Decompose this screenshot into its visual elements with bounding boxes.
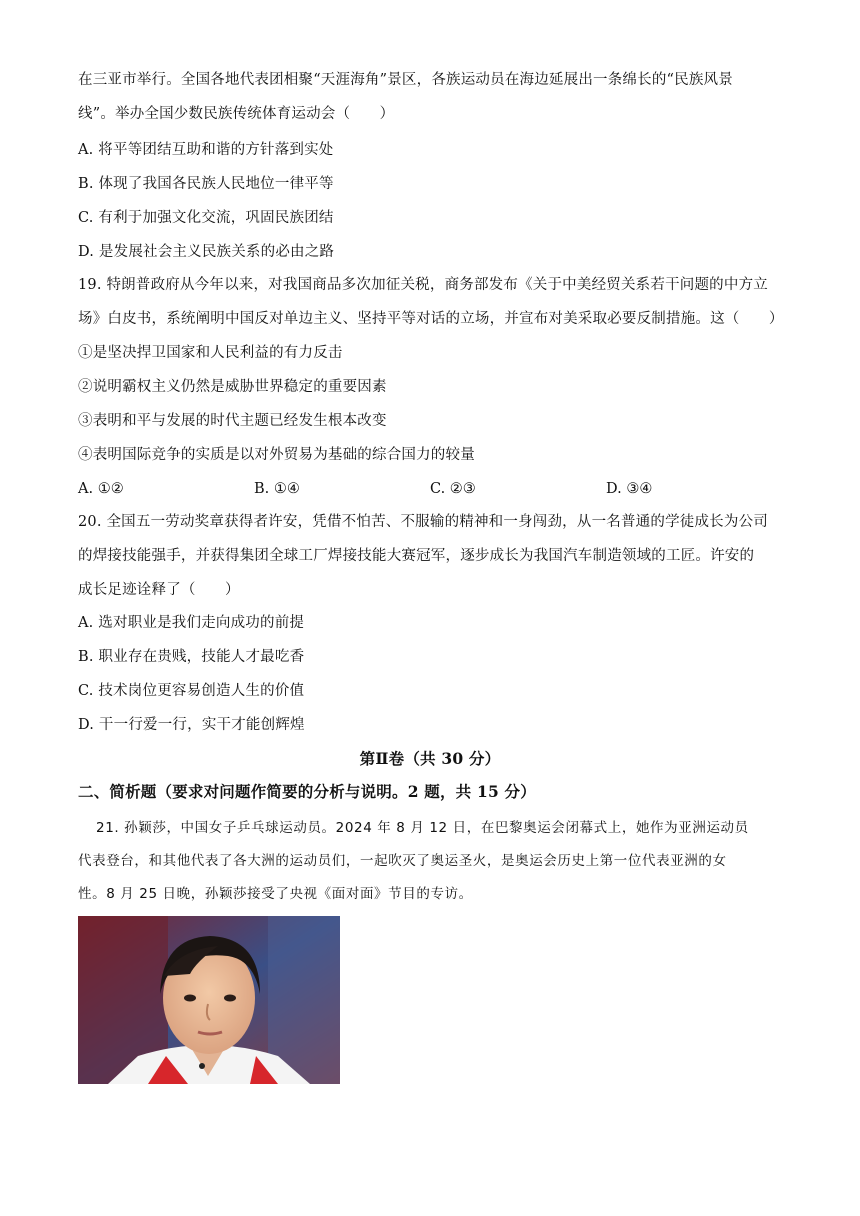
q20-stem-line1: 20. 全国五一劳动奖章获得者许安，凭借不怕苦、不服输的精神和一身闯劲，从一名普通的学徒成长为公司 <box>78 514 768 530</box>
q19-stem-line1: 19. 特朗普政府从今年以来，对我国商品多次加征关税，商务部发布《关于中美经贸关系若干问题的中方立 <box>78 277 768 293</box>
q21-line3: 性。8 月 25 日晚，孙颖莎接受了央视《面对面》节目的专访。 <box>78 886 473 902</box>
q21-line1: 21. 孙颖莎，中国女子乒乓球运动员。2024 年 8 月 12 日，在巴黎奥运会闭幕式上，她作为亚洲运动员 <box>96 820 749 836</box>
q19-item-1: ①是坚决捍卫国家和人民利益的有力反击 <box>78 345 343 361</box>
q18-option-b: B. 体现了我国各民族人民地位一律平等 <box>78 176 334 192</box>
q18-stem-line1: 在三亚市举行。全国各地代表团相聚“天涯海角”景区，各族运动员在海边延展出一条绵长的“民族风景 <box>78 72 733 88</box>
q19-item-2: ②说明霸权主义仍然是威胁世界稳定的重要因素 <box>78 379 387 395</box>
q19-option-d: D. ③④ <box>606 481 653 497</box>
q19-stem-line2: 场》白皮书，系统阐明中国反对单边主义、坚持平等对话的立场，并宣布对美采取必要反制措施。这（ ） <box>78 311 784 327</box>
q20-option-c: C. 技术岗位更容易创造人生的价值 <box>78 683 305 699</box>
q20-option-b: B. 职业存在贵贱，技能人才最吃香 <box>78 649 305 665</box>
q20-stem-line2: 的焊接技能强手，并获得集团全球工厂焊接技能大赛冠军，逐步成长为我国汽车制造领域的工匠。许安的 <box>78 548 755 564</box>
q18-option-d: D. 是发展社会主义民族关系的必由之路 <box>78 244 335 260</box>
q19-option-a: A. ①② <box>78 481 124 497</box>
q18-option-c: C. 有利于加强文化交流，巩固民族团结 <box>78 210 334 226</box>
q19-item-4: ④表明国际竞争的实质是以对外贸易为基础的综合国力的较量 <box>78 447 475 463</box>
q19-item-3: ③表明和平与发展的时代主题已经发生根本改变 <box>78 413 387 429</box>
q18-stem-line2: 线”。举办全国少数民族传统体育运动会（ ） <box>78 106 395 122</box>
volume-title: 第Ⅱ卷（共 30 分） <box>359 749 501 768</box>
q18-option-a: A. 将平等团结互助和谐的方针落到实处 <box>78 142 334 158</box>
q19-option-b: B. ①④ <box>254 481 300 497</box>
q20-stem-line3: 成长足迹诠释了（ ） <box>78 582 240 598</box>
q21-line2: 代表登台，和其他代表了各大洲的运动员们，一起吹灭了奥运圣火，是奥运会历史上第一位代表亚洲的女 <box>78 853 727 869</box>
q20-option-d: D. 干一行爱一行，实干才能创辉煌 <box>78 717 305 733</box>
q20-option-a: A. 选对职业是我们走向成功的前提 <box>78 615 305 631</box>
q19-option-c: C. ②③ <box>430 481 476 497</box>
athlete-photo <box>78 916 340 1084</box>
part-title: 二、简析题（要求对问题作简要的分析与说明。2 题，共 15 分） <box>78 782 536 801</box>
